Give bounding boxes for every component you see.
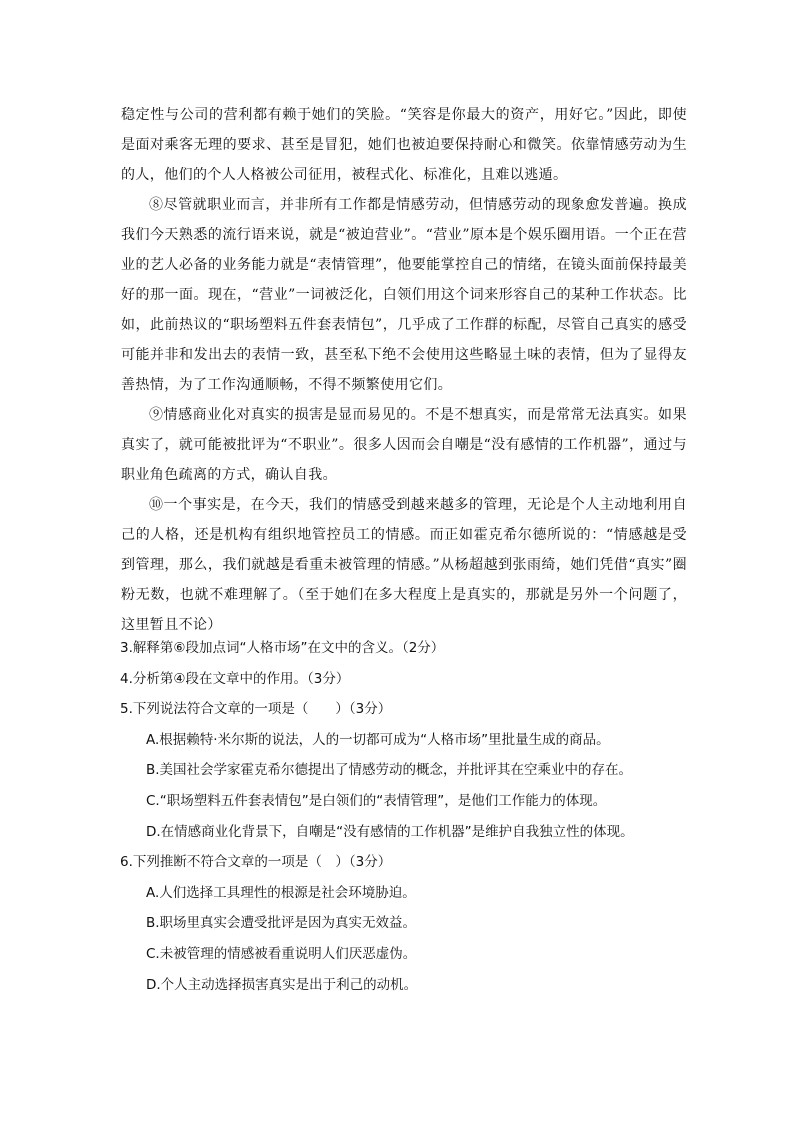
paragraph-10: ⑩一个事实是，在今天，我们的情感受到越来越多的管理，无论是个人主动地利用自己的人格，还是机构有组织地管控员工的情感。而正如霍克希尔德所说的：“情感越是受到管理，那么，我们就越是看重未被管理的情感。”从杨超越到张雨绮，她们凭借“真实”圈粉无数，也就不难理解了。（至于她们在多大程度上是真实的，那就是另外一个问题了，这里暂且不论） bbox=[121, 497, 687, 633]
question-6-option-c: C.未被管理的情感被看重说明人们厌恶虚伪。 bbox=[146, 945, 417, 962]
paragraph-9: ⑨情感商业化对真实的损害是显而易见的。不是不想真实，而是常常无法真实。如果真实了，就可能被批评为“不职业”。很多人因而会自嘲是“没有感情的工作机器”，通过与职业角色疏离的方式，确认自我。 bbox=[121, 407, 687, 483]
question-6-option-d: D.个人主动选择损害真实是出于利己的动机。 bbox=[146, 976, 418, 993]
question-5: 5.下列说法符合文章的一项是（ ）（3分） bbox=[120, 701, 392, 718]
paragraph-8: ⑧尽管就职业而言，并非所有工作都是情感劳动，但情感劳动的现象愈发普遍。换成我们今天熟悉的流行语来说，就是“被迫营业”。“营业”原本是个娱乐圈用语。一个正在营业的艺人必备的业务能力就是“表情管理”，他要能掌控自己的情绪，在镜头面前保持最美好的那一面。现在，“营业”一词被泛化，白领们用这个词来形容自己的某种工作状态。比如，此前热议的“职场塑料五件套表情包”，几乎成了工作群的标配，尽管自己真实的感受可能并非和发出去的表情一致，甚至私下绝不会使用这些略显土味的表情，但为了显得友善热情，为了工作沟通顺畅，不得不频繁使用它们。 bbox=[121, 197, 687, 393]
question-5-option-d: D.在情感商业化背景下，自嘲是“没有感情的工作机器”是维护自我独立性的体现。 bbox=[146, 823, 634, 840]
question-6-option-a: A.人们选择工具理性的根源是社会环境胁迫。 bbox=[146, 884, 416, 901]
question-5-option-c: C.“职场塑料五件套表情包”是白领们的“表情管理”，是他们工作能力的体现。 bbox=[146, 792, 607, 809]
question-6: 6.下列推断不符合文章的一项是（ ）（3分） bbox=[120, 854, 392, 871]
question-4: 4.分析第④段在文章中的作用。（3分） bbox=[120, 670, 350, 687]
question-5-option-a: A.根据赖特·米尔斯的说法，人的一切都可成为“人格市场”里批量生成的商品。 bbox=[146, 731, 610, 748]
paragraph-continued: 稳定性与公司的营利都有赖于她们的笑脸。“笑容是你最大的资产，用好它。”因此，即使是面对乘客无理的要求、甚至是冒犯，她们也被迫要保持耐心和微笑。依靠情感劳动为生的人，他们的个人人格被公司征用，被程式化、标准化，且难以逃遁。 bbox=[121, 107, 687, 183]
question-6-option-b: B.职场里真实会遭受批评是因为真实无效益。 bbox=[146, 915, 417, 932]
question-3: 3.解释第⑥段加点词“人格市场”在文中的含义。（2分） bbox=[120, 640, 445, 656]
question-5-option-b: B.美国社会学家霍克希尔德提出了情感劳动的概念，并批评其在空乘业中的存在。 bbox=[146, 762, 633, 779]
question-section bbox=[120, 633, 700, 1000]
reading-passage bbox=[121, 100, 687, 640]
